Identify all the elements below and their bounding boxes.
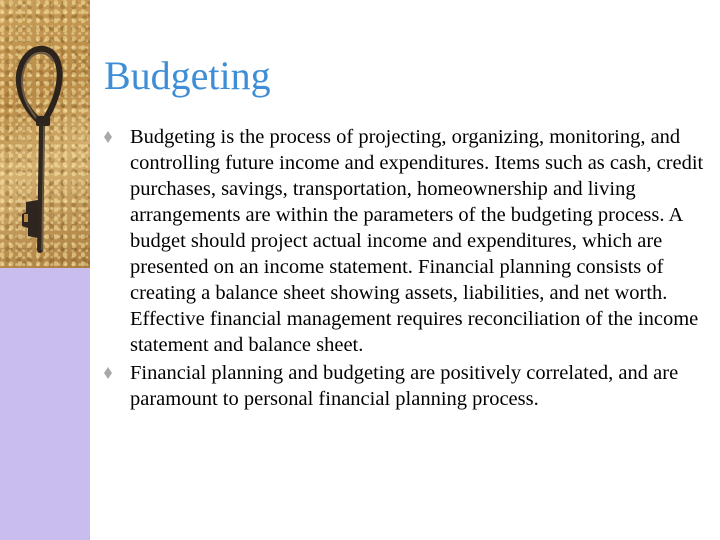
bullet-text: Financial planning and budgeting are positively correlated, and are paramount to personal financial planning process. <box>130 362 679 410</box>
slide-title: Budgeting <box>104 53 271 98</box>
diamond-bullet-icon <box>104 131 112 143</box>
bullet-text: Budgeting is the process of projecting, organizing, monitoring, and controlling future income and expenditures. Items such as cash, credit purchases, savings, transportation, homeownership and living arrangements are within the parameters of the budgeting process. A budget should project actual income and expenditures, which are presented on an income statement. Financial planning consists of creating a balance sheet showing assets, liabilities, and net worth. Effective financial management requires reconciliation of the income statement and balance sheet. <box>130 126 704 356</box>
skeleton-key-icon <box>0 0 90 268</box>
bullet-list <box>104 124 710 414</box>
key-photo <box>0 0 90 268</box>
list-item <box>104 360 710 412</box>
list-item <box>104 124 710 358</box>
diamond-bullet-icon <box>104 367 112 379</box>
